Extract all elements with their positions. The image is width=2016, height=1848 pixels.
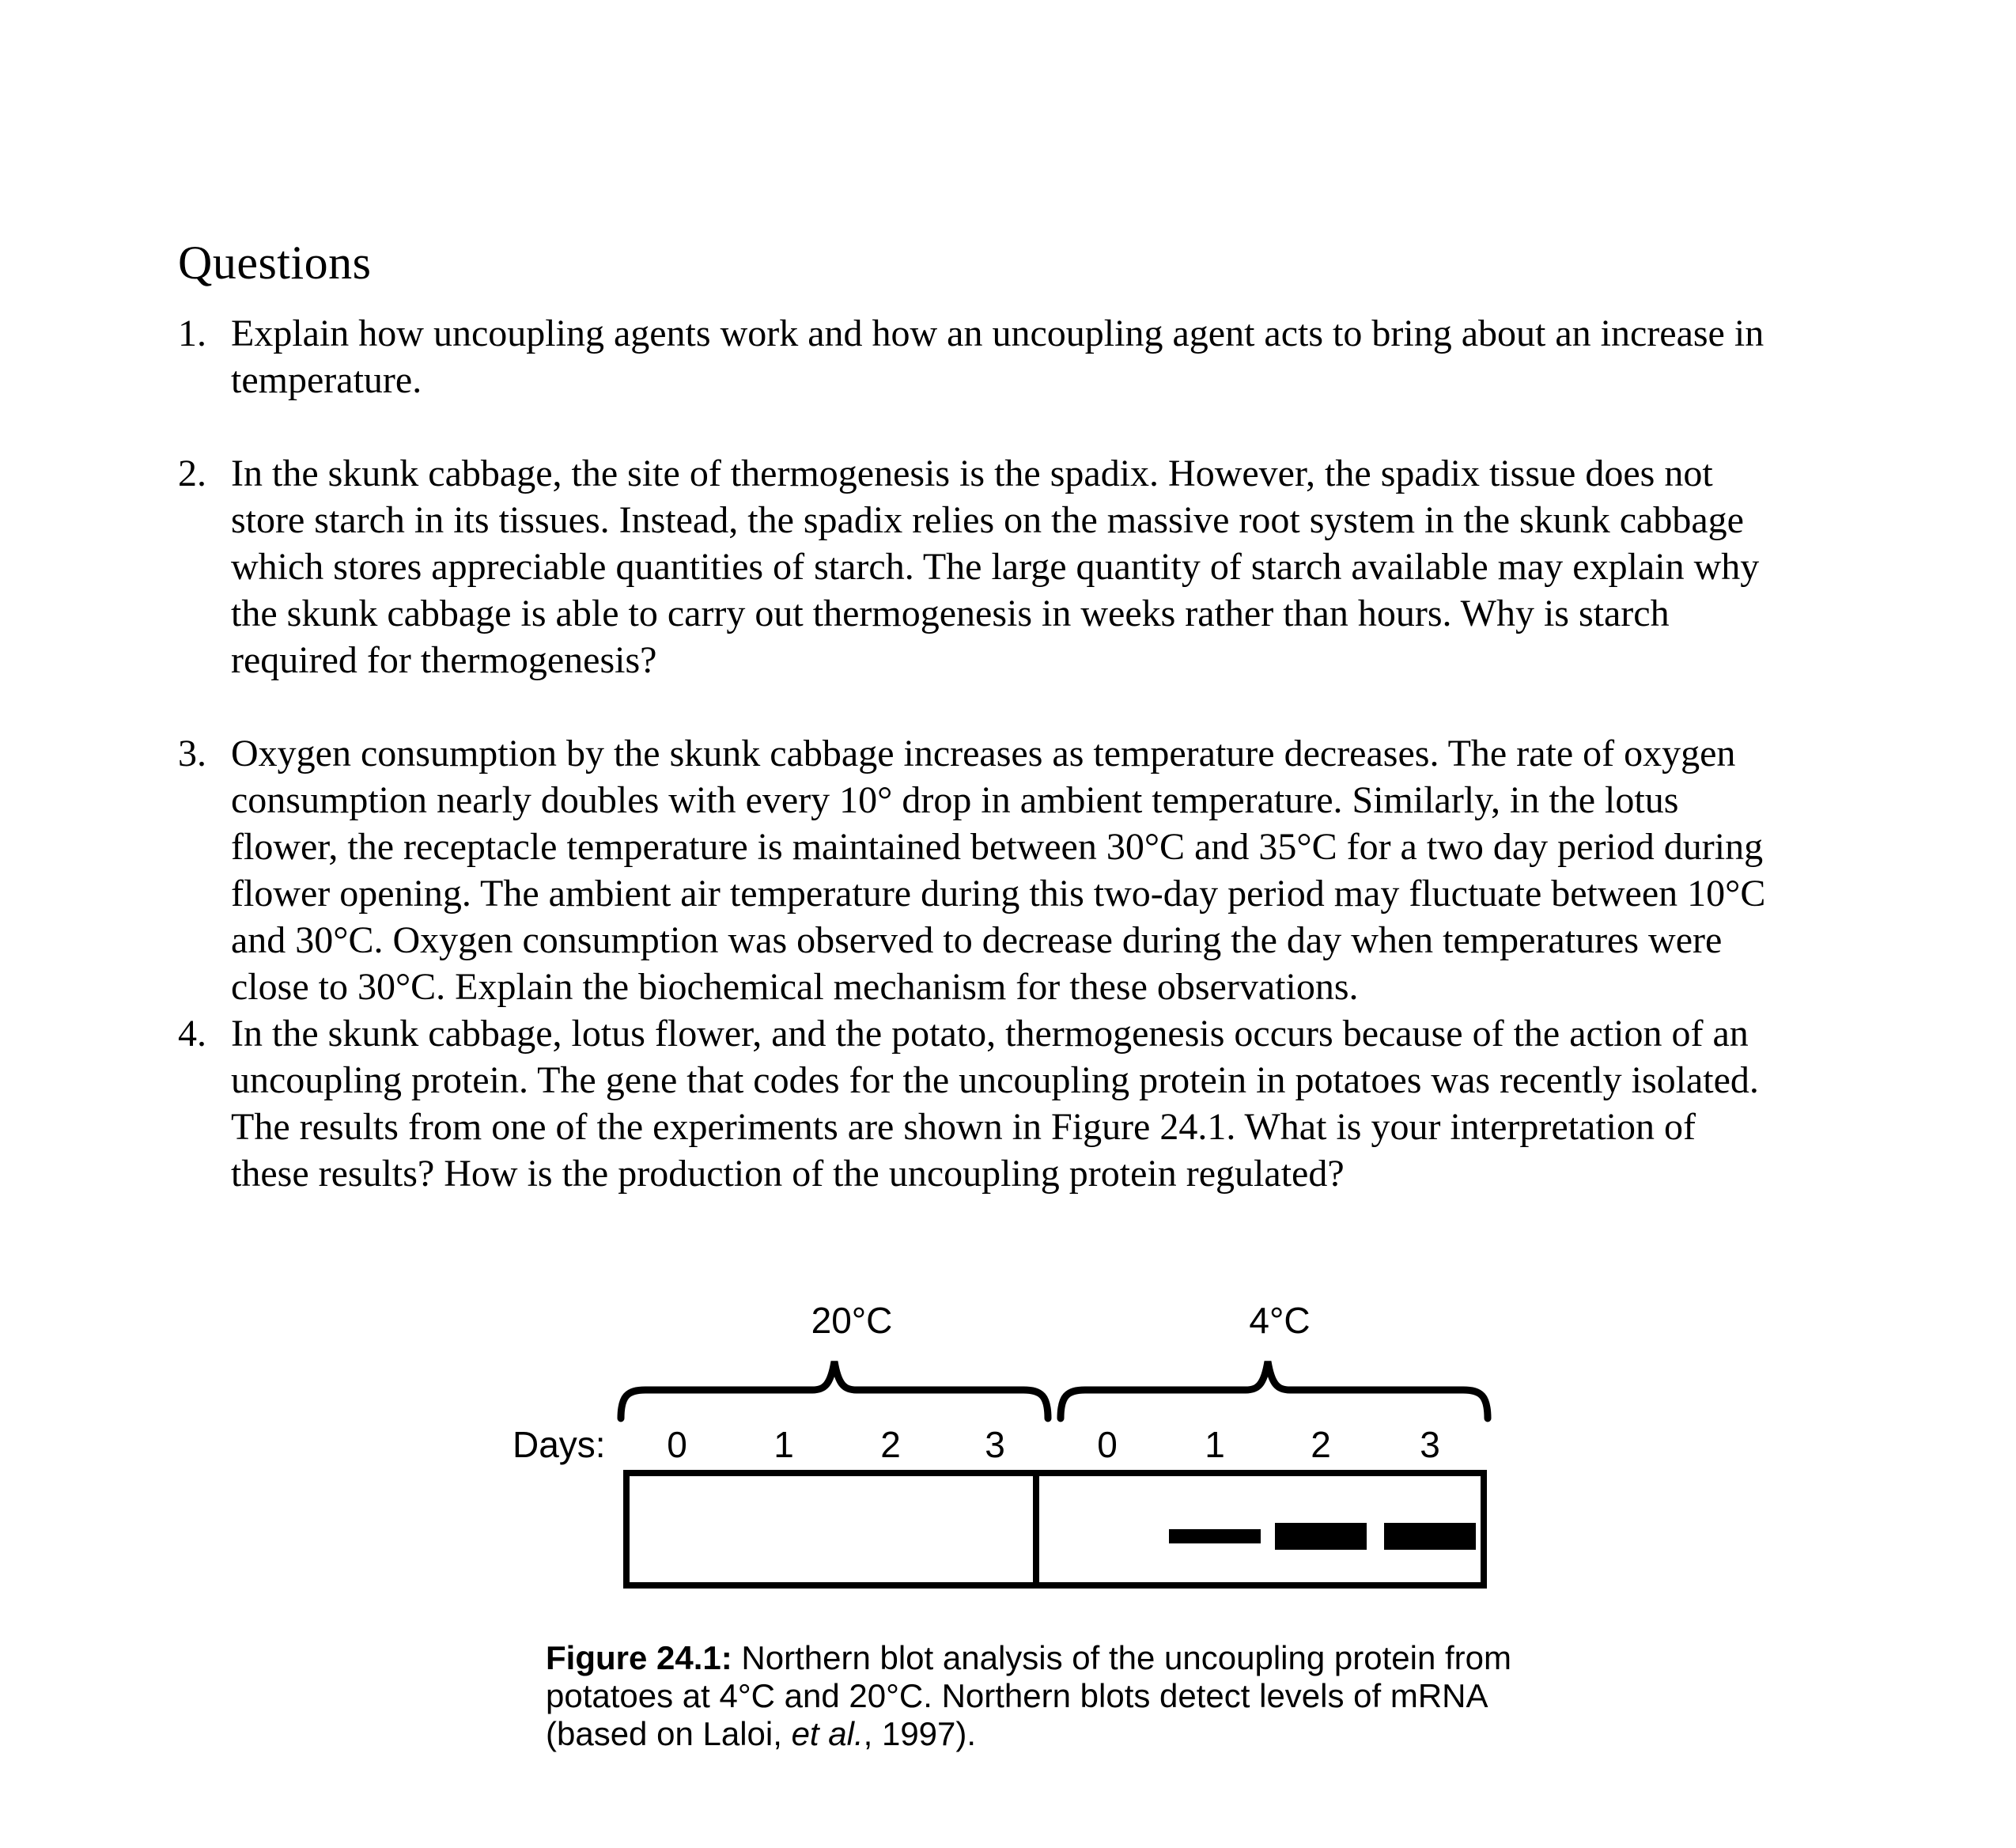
question-line: Oxygen consumption by the skunk cabbage increases as temperature decreases. The rate of oxygen xyxy=(231,733,1736,774)
question-line: store starch in its tissues. Instead, the spadix relies on the massive root system in the skunk cabbage xyxy=(231,499,1744,541)
blot-content xyxy=(630,1476,1481,1582)
question-line: which stores appreciable quantities of starch. The large quantity of starch available may explain why xyxy=(231,546,1760,588)
question-2-text xyxy=(231,450,1765,684)
question-3 xyxy=(178,730,1766,1010)
question-line: the skunk cabbage is able to carry out thermogenesis in weeks rather than hours. Why is starch xyxy=(231,593,1670,634)
page-title: Questions xyxy=(178,237,372,289)
brace-4c-icon xyxy=(1057,1354,1492,1423)
days-label: Days: xyxy=(513,1424,606,1465)
day-label-4c-2: 2 xyxy=(1311,1424,1331,1465)
question-line: close to 30°C. Explain the biochemical mechanism for these observations. xyxy=(231,966,1359,1008)
question-line: Explain how uncoupling agents work and how an uncoupling agent acts to bring about an increase in xyxy=(231,312,1764,354)
figure-caption xyxy=(546,1639,1511,1753)
day-label-20c-1: 1 xyxy=(773,1424,794,1465)
brace-20c-icon xyxy=(617,1354,1052,1423)
question-line: consumption nearly doubles with every 10° drop in ambient temperature. Similarly, in the lotus xyxy=(231,779,1679,821)
question-line: uncoupling protein. The gene that codes for the uncoupling protein in potatoes was recently isolated. xyxy=(231,1059,1759,1101)
day-label-4c-3: 3 xyxy=(1420,1424,1440,1465)
question-line: these results? How is the production of the uncoupling protein regulated? xyxy=(231,1153,1345,1195)
question-line: and 30°C. Oxygen consumption was observed to decrease during the day when temperatures were xyxy=(231,919,1723,961)
blot-panel-divider xyxy=(1033,1476,1039,1582)
figure-caption-line-3: (based on Laloi, et al., 1997). xyxy=(546,1715,977,1752)
figure-caption-line-1: Figure 24.1: Northern blot analysis of the uncoupling protein from xyxy=(546,1639,1511,1676)
northern-blot-box xyxy=(623,1470,1487,1589)
day-label-20c-3: 3 xyxy=(985,1424,1005,1465)
mrna-band-4c-day3 xyxy=(1384,1523,1476,1550)
figure-caption-label: Figure 24.1: xyxy=(546,1639,732,1676)
temp-label-20c: 20°C xyxy=(811,1300,893,1341)
question-1 xyxy=(178,310,1765,403)
question-4 xyxy=(178,1010,1765,1197)
temp-label-4c: 4°C xyxy=(1249,1300,1311,1341)
question-line: flower opening. The ambient air temperature during this two-day period may fluctuate between 10°C xyxy=(231,873,1766,915)
day-label-4c-0: 0 xyxy=(1097,1424,1118,1465)
question-2-number: 2. xyxy=(178,453,206,494)
day-label-4c-1: 1 xyxy=(1205,1424,1225,1465)
question-4-text xyxy=(231,1010,1765,1197)
day-label-20c-0: 0 xyxy=(667,1424,687,1465)
question-4-number: 4. xyxy=(178,1013,206,1055)
mrna-band-4c-day1 xyxy=(1169,1529,1261,1543)
question-line: required for thermogenesis? xyxy=(231,639,657,681)
question-list xyxy=(178,310,1766,1197)
day-label-20c-2: 2 xyxy=(880,1424,901,1465)
question-line: In the skunk cabbage, the site of thermogenesis is the spadix. However, the spadix tissue does not xyxy=(231,453,1713,494)
question-line: The results from one of the experiments are shown in Figure 24.1. What is your interpretation of xyxy=(231,1106,1696,1148)
figure-caption-citation: et al. xyxy=(791,1715,864,1752)
question-1-text xyxy=(231,310,1765,403)
question-3-text xyxy=(231,730,1765,1010)
question-2 xyxy=(178,450,1765,684)
mrna-band-4c-day2 xyxy=(1275,1523,1367,1550)
question-line: In the skunk cabbage, lotus flower, and the potato, thermogenesis occurs because of the action of an xyxy=(231,1013,1749,1055)
question-3-number: 3. xyxy=(178,733,206,774)
figure-caption-line-2: potatoes at 4°C and 20°C. Northern blots detect levels of mRNA xyxy=(546,1677,1488,1714)
question-line: flower, the receptacle temperature is maintained between 30°C and 35°C for a two day period during xyxy=(231,826,1764,868)
question-1-number: 1. xyxy=(178,312,206,354)
question-line: temperature. xyxy=(231,359,422,401)
